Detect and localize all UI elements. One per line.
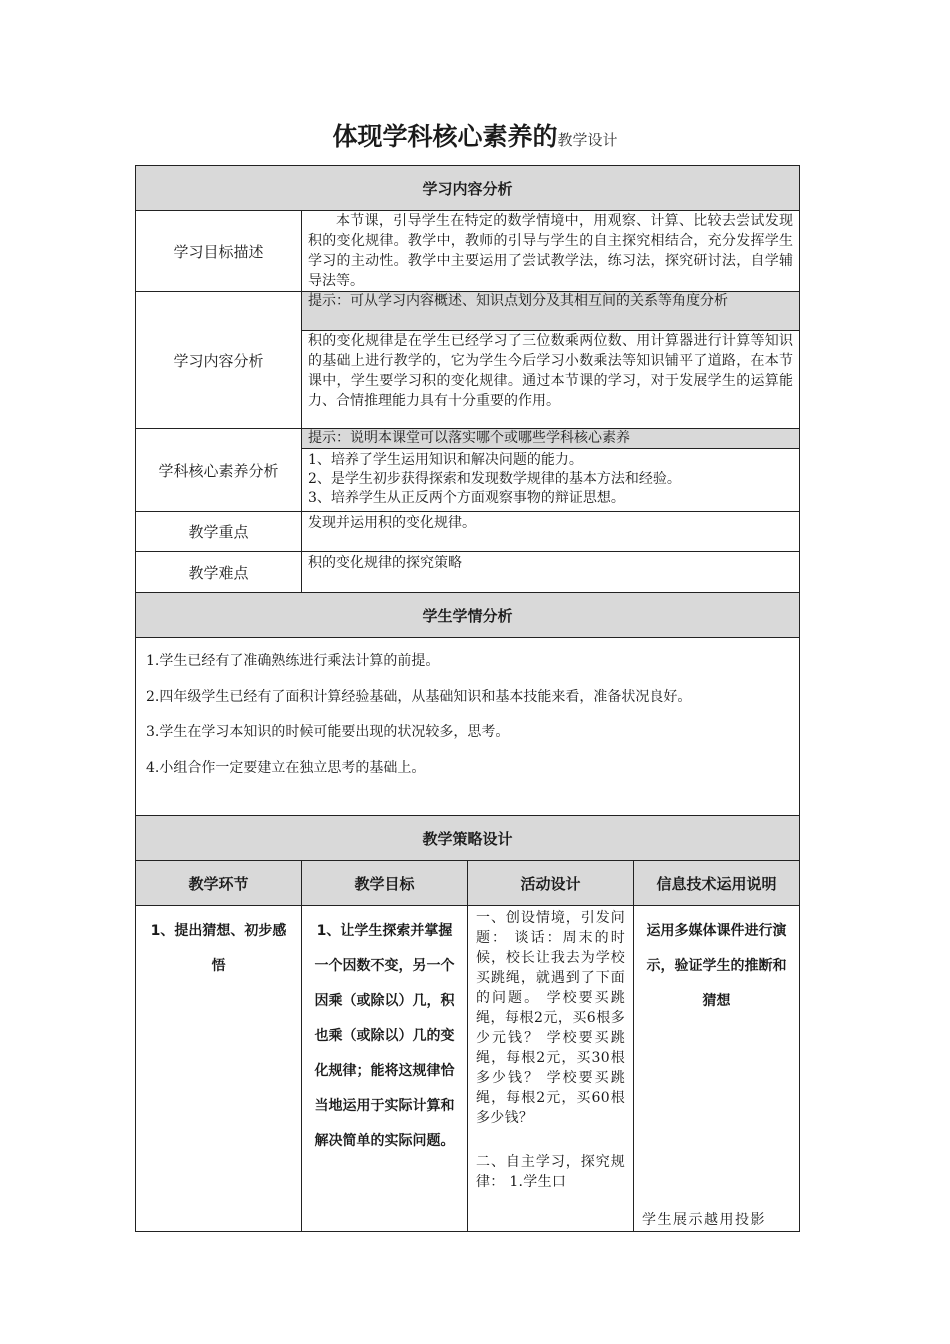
content-label: 学习内容分析 xyxy=(136,292,302,429)
content-hint-row xyxy=(136,292,800,331)
lesson-design-table xyxy=(135,165,800,1232)
section-header-row xyxy=(136,593,800,638)
core-item: 1、培养了学生运用知识和解决问题的能力。 xyxy=(308,452,583,468)
column-header-stage: 教学环节 xyxy=(136,861,302,906)
content-hint: 提示：可从学习内容概述、知识点划分及其相互间的关系等角度分析 xyxy=(302,292,800,331)
difficulty-label: 教学难点 xyxy=(136,552,302,593)
core-item: 3、培养学生从正反两个方面观察事物的辩证思想。 xyxy=(308,490,625,506)
title-main: 体现学科核心素养的 xyxy=(332,122,558,151)
column-header-it-usage: 信息技术运用说明 xyxy=(634,861,800,906)
analysis-paragraph: 1.学生已经有了准确熟练进行乘法计算的前提。 xyxy=(146,653,440,669)
activity-cell xyxy=(468,906,634,1232)
goal-text: 本节课，引导学生在特定的数学情境中，用观察、计算、比较去尝试发现积的变化规律。教学中，教师的引导与学生的自主探究相结合，充分发挥学生学习的主动性。教学中主要运用了尝试教学法，练习法，探究研讨法，自学辅导法等。 xyxy=(302,211,800,292)
analysis-paragraph: 3.学生在学习本知识的时候可能要出现的状况较多，思考。 xyxy=(146,724,510,740)
strategy-column-headers xyxy=(136,861,800,906)
analysis-paragraph: 4.小组合作一定要建立在独立思考的基础上。 xyxy=(146,759,426,776)
goal-label: 学习目标描述 xyxy=(136,211,302,292)
it-usage-text: 运用多媒体课件进行演示，验证学生的推断和猜想 xyxy=(646,923,787,1009)
document-title xyxy=(0,117,950,153)
title-sub: 教学设计 xyxy=(557,131,618,149)
section-header-row xyxy=(136,816,800,861)
core-hint-row xyxy=(136,429,800,449)
analysis-paragraph: 2.四年级学生已经有了面积计算经验基础，从基础知识和基本技能来看，准备状况良好。 xyxy=(146,688,692,705)
key-point-text: 发现并运用积的变化规律。 xyxy=(302,512,800,552)
key-point-label: 教学重点 xyxy=(136,512,302,552)
section-header-strategy: 教学策略设计 xyxy=(136,816,800,861)
difficulty-text: 积的变化规律的探究策略 xyxy=(302,552,800,593)
it-usage-cell xyxy=(634,906,800,1232)
activity-paragraph: 二、自主学习，探究规律： 1.学生口 xyxy=(476,1154,625,1190)
core-items xyxy=(302,449,800,512)
student-analysis-text xyxy=(136,638,800,816)
column-header-activity: 活动设计 xyxy=(468,861,634,906)
goal-row xyxy=(136,211,800,292)
core-item: 2、是学生初步获得探索和发现数学规律的基本方法和经验。 xyxy=(308,471,681,487)
goal-cell: 1、让学生探索并掌握一个因数不变，另一个因乘（或除以）几，积也乘（或除以）几的变化规律；能将这规律恰当地运用于实际计算和解决简单的实际问题。 xyxy=(302,906,468,1232)
column-header-goal: 教学目标 xyxy=(302,861,468,906)
activity-spacer xyxy=(476,1128,625,1152)
strategy-row xyxy=(136,906,800,1232)
it-usage-bottom-text: 学生展示越用投影 xyxy=(642,1212,766,1228)
section-header-content-analysis: 学习内容分析 xyxy=(136,166,800,211)
student-analysis-row xyxy=(136,638,800,816)
stage-cell: 1、提出猜想、初步感悟 xyxy=(136,906,302,1232)
section-header-row xyxy=(136,166,800,211)
core-hint: 提示：说明本课堂可以落实哪个或哪些学科核心素养 xyxy=(302,429,800,449)
section-header-student-analysis: 学生学情分析 xyxy=(136,593,800,638)
core-label: 学科核心素养分析 xyxy=(136,429,302,512)
difficulty-row xyxy=(136,552,800,593)
key-point-row xyxy=(136,512,800,552)
activity-paragraph: 一、创设情境，引发问题： 谈话：周末的时候，校长让我去为学校买跳绳，就遇到了下面的问题。 学校要买跳绳，每根2元，买6根多少元钱？ 学校要买跳绳，每根2元，买30根多少钱？ 学校要买跳绳，每根2元，买60根多少钱？ xyxy=(476,910,625,1126)
content-text: 积的变化规律是在学生已经学习了三位数乘两位数、用计算器进行计算等知识的基础上进行教学的，它为学生今后学习小数乘法等知识铺平了道路，在本节课中，学生要学习积的变化规律。通过本节课的学习，对于发展学生的运算能力、合情推理能力具有十分重要的作用。 xyxy=(302,331,800,429)
